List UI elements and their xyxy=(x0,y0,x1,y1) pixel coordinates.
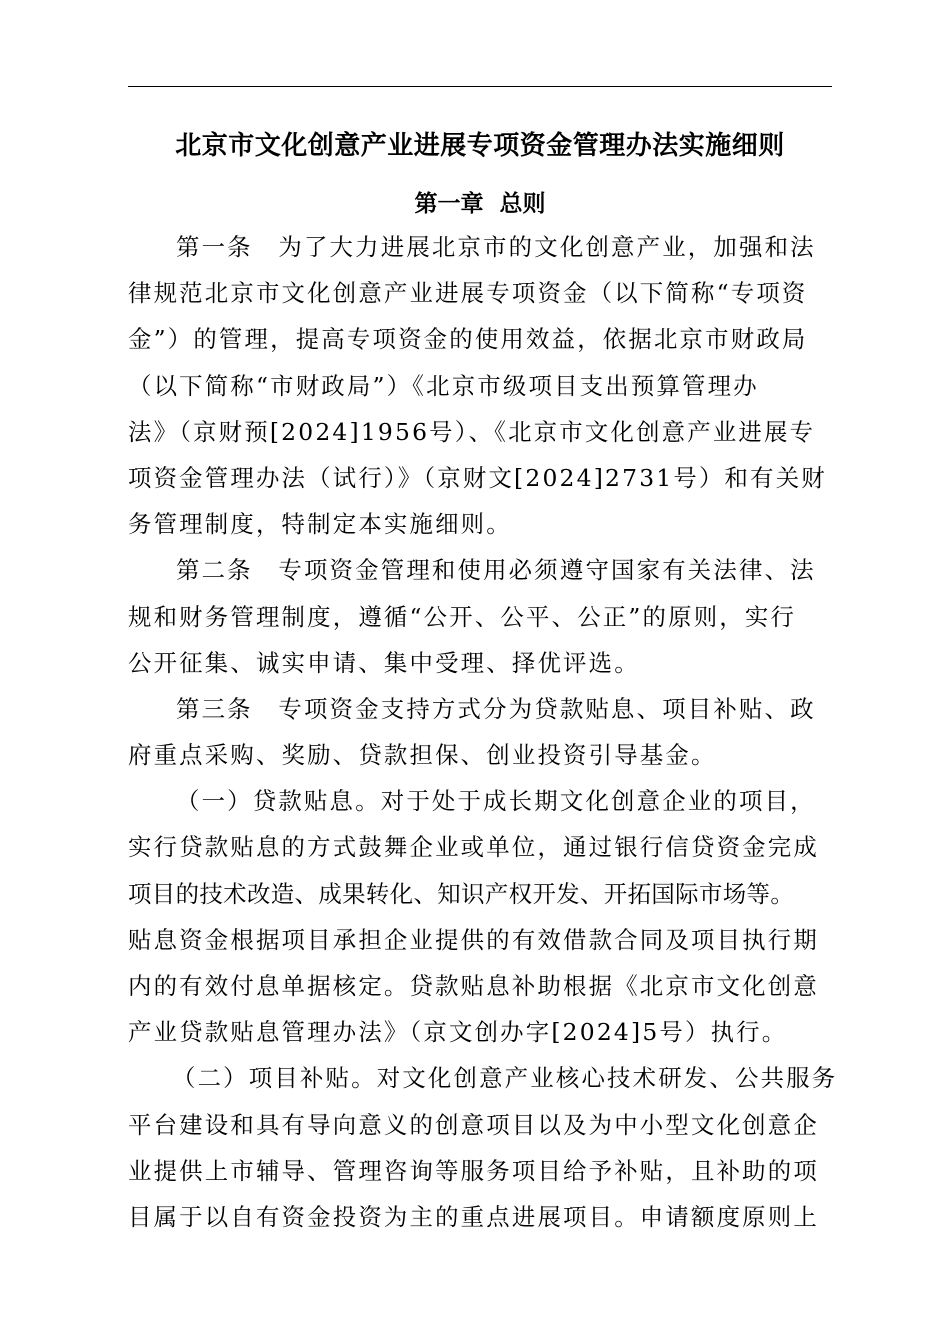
header-rule xyxy=(128,86,832,87)
paragraph-line: 业提供上市辅导、管理咨询等服务项目给予补贴，且补助的项 xyxy=(128,1156,819,1185)
paragraph-line: 第一条 为了大力进展北京市的文化创意产业，加强和法 xyxy=(176,233,816,261)
paragraph-line: 目属于以自有资金投资为主的重点进展项目。申请额度原则上 xyxy=(128,1202,819,1231)
paragraph-line: 内的有效付息单据核定。贷款贴息补助根据《北京市文化创意 xyxy=(128,972,819,1000)
paragraph-line: 项目的技术改造、成果转化、知识产权开发、开拓国际市场等。 xyxy=(128,879,795,908)
paragraph-line: 项资金管理办法（试行）》（京财文[2024]2731号）和有关财 xyxy=(128,463,827,492)
chapter-heading: 第一章 总则 xyxy=(414,191,546,217)
paragraph-line: 务管理制度，特制定本实施细则。 xyxy=(128,510,512,539)
paragraph-line: （一）贷款贴息。对于处于成长期文化创意企业的项目， xyxy=(176,787,816,816)
paragraph-line: 产业贷款贴息管理办法》（京文创办字[2024]5号）执行。 xyxy=(128,1018,788,1047)
paragraph-line: 实行贷款贴息的方式鼓舞企业或单位，通过银行信贷资金完成 xyxy=(128,833,819,862)
body-text xyxy=(128,224,840,1240)
document-title: 北京市文化创意产业进展专项资金管理办法实施细则 xyxy=(175,131,785,161)
paragraph-line: 律规范北京市文化创意产业进展专项资金（以下简称“专项资 xyxy=(128,279,808,308)
paragraph-line: 规和财务管理制度，遵循“公开、公平、公正”的原则，实行 xyxy=(128,602,797,631)
paragraph-line: 第二条 专项资金管理和使用必须遵守国家有关法律、法 xyxy=(176,556,816,585)
paragraph-line: 金”）的管理，提高专项资金的使用效益，依据北京市财政局 xyxy=(128,325,808,354)
paragraph-line: 府重点采购、奖励、贷款担保、创业投资引导基金。 xyxy=(128,741,717,770)
paragraph-line: （以下简称“市财政局”）《北京市级项目支出预算管理办 xyxy=(128,371,759,400)
paragraph-line: 贴息资金根据项目承担企业提供的有效借款合同及项目执行期 xyxy=(128,925,819,954)
paragraph-line: （二）项目补贴。对文化创意产业核心技术研发、公共服务 xyxy=(172,1064,838,1093)
paragraph-line: 公开征集、诚实申请、集中受理、择优评选。 xyxy=(128,648,640,677)
paragraph-line: 第三条 专项资金支持方式分为贷款贴息、项目补贴、政 xyxy=(176,694,816,723)
paragraph-line: 平台建设和具有导向意义的创意项目以及为中小型文化创意企 xyxy=(128,1110,819,1139)
paragraph-line: 法》（京财预[2024]1956号）、《北京市文化创意产业进展专 xyxy=(128,417,816,446)
